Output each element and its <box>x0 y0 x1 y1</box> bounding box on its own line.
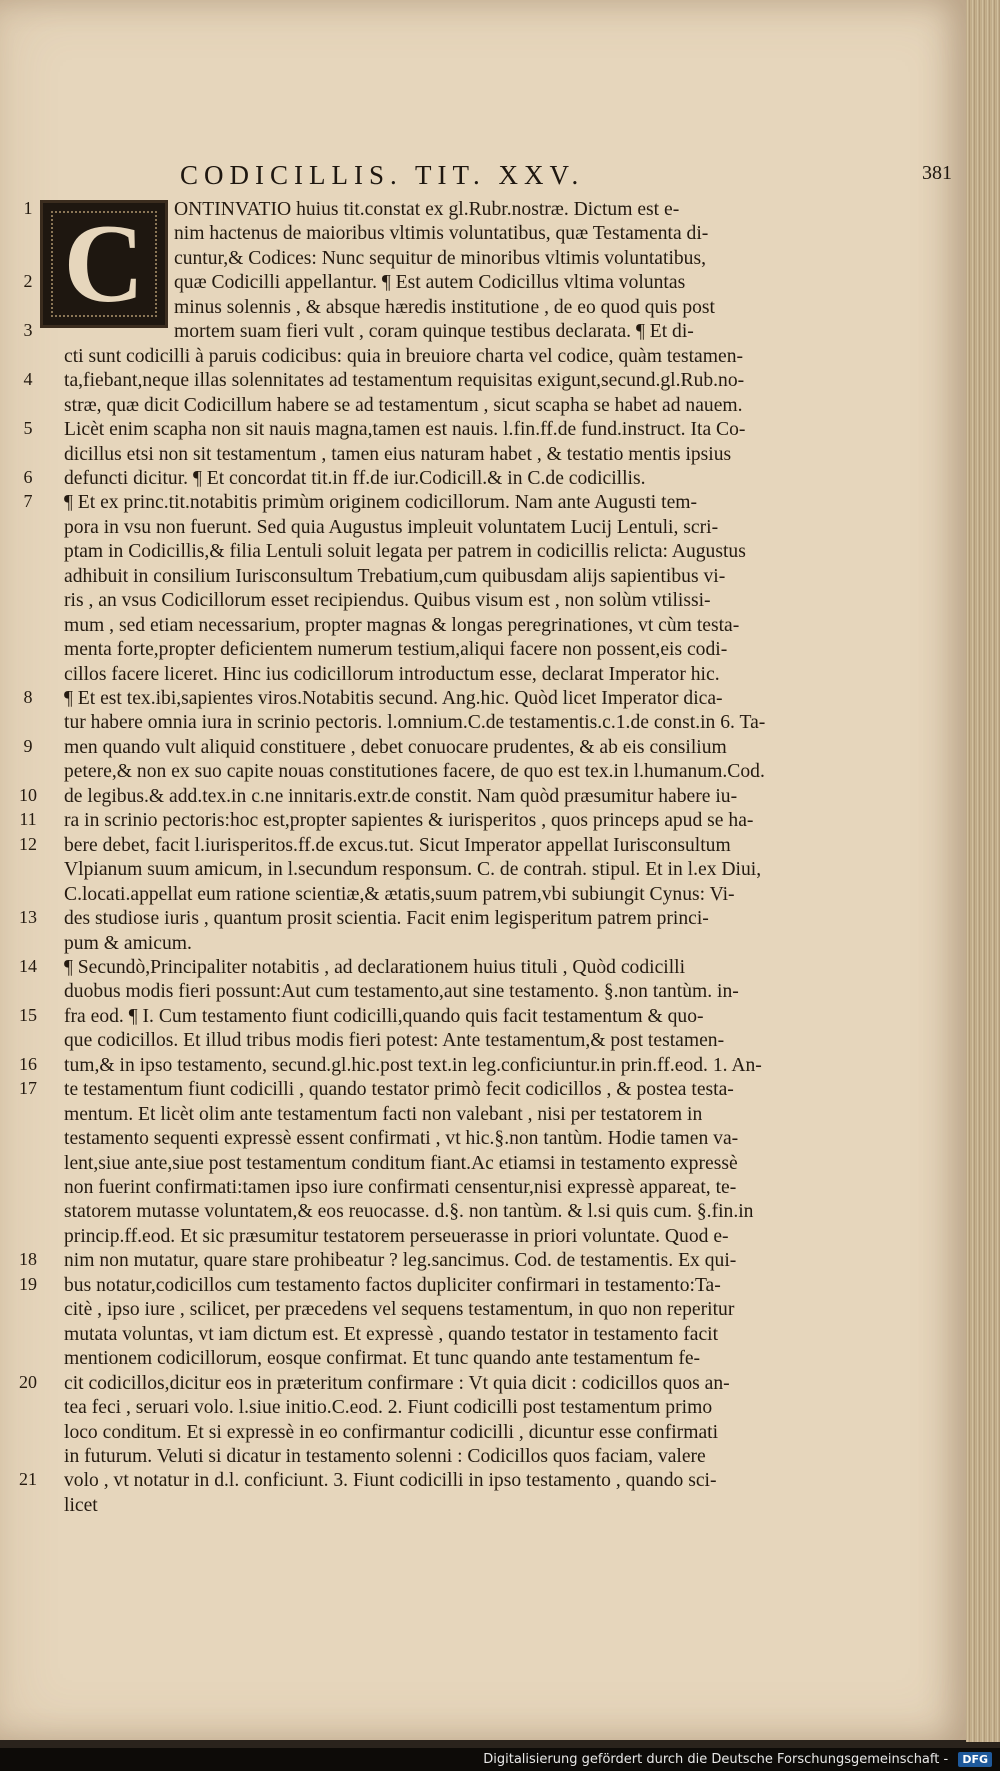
margin-number: 18 <box>19 1249 37 1270</box>
text-line: stræ, quæ dicit Codicillum habere se ad testamentum , sicut scapha se habet ad nauem. <box>64 394 743 416</box>
text-line: non fuerint confirmati:tamen ipso iure confirmati censentur,nisi expressè appareat, te- <box>64 1177 737 1198</box>
margin-number: 21 <box>19 1469 37 1490</box>
text-line: C.locati.appellat eum ratione scientiæ,& ætatis,suum patrem,vbi subiungit Cynus: Vi- <box>64 883 735 905</box>
text-line: volo , vt notatur in d.l. conficiunt. 3. Fiunt codicilli in ipso testamento , quando sci- <box>64 1470 717 1492</box>
footer-credit: Digitalisierung gefördert durch die Deutsche Forschungsgemeinschaft - <box>483 1752 949 1767</box>
text-line: tea feci , seruari volo. l.siue initio.C.eod. 2. Fiunt codicilli post testamentum primo <box>64 1397 713 1419</box>
text-line: mentum. Et licèt olim ante testamentum facti non valebant , nisi per testatorem in <box>64 1103 703 1125</box>
text-line: bere debet, facit l.iurisperitos.ff.de excus.tut. Sicut Imperator appellat Iurisconsultum <box>64 834 731 856</box>
margin-number: 4 <box>23 369 33 390</box>
margin-number: 15 <box>19 1004 37 1025</box>
text-line: nim hactenus de maioribus vltimis voluntatibus, quæ Testamenta di- <box>174 223 709 245</box>
page-number: 381 <box>922 162 952 184</box>
margin-number: 19 <box>19 1273 37 1294</box>
text-line: mum , sed etiam necessarium, propter magnas & longas peregrinationes, vt cùm testa- <box>64 614 740 636</box>
margin-number: 17 <box>19 1078 37 1099</box>
text-line: bus notatur,codicillos cum testamento factos dupliciter confirmari in testamento:Ta- <box>64 1274 721 1296</box>
text-line: ¶ Et est tex.ibi,sapientes viros.Notabitis secund. Ang.hic. Quòd licet Imperator dica- <box>64 688 723 709</box>
text-line: dicillus etsi non sit testamentum , tamen eius naturam habet , & testatio mentis ipsius <box>64 443 732 465</box>
margin-number: 20 <box>19 1371 37 1392</box>
text-line: cti sunt codicilli à paruis codicibus: quia in breuiore charta vel codice, quàm testamen- <box>64 345 744 367</box>
text-line: testamento sequenti expressè essent confirmati , vt hic.§.non tantùm. Hodie tamen va- <box>64 1128 739 1150</box>
text-line: licet <box>64 1494 98 1516</box>
text-line: pum & amicum. <box>64 932 192 954</box>
text-line: cuntur,& Codices: Nunc sequitur de minoribus vltimis voluntatibus, <box>174 247 707 269</box>
margin-number: 3 <box>23 320 33 341</box>
text-line: statorem mutasse voluntatem,& eos reuocasse. d.§. non tantùm. & l.si quis cum. §.fin.in <box>64 1201 754 1223</box>
text-line: Vlpianum suum amicum, in l.secundum responsum. C. de contrah. stipul. Et in l.ex Diui, <box>64 859 762 881</box>
running-title: CODICILLIS. TIT. XXV. <box>180 160 585 190</box>
text-line: ¶ Secundò,Principaliter notabitis , ad declarationem huius tituli , Quòd codicilli <box>64 956 686 978</box>
text-line: cit codicillos,dicitur eos in præteritum confirmare : Vt quia dicit : codicillos quos an- <box>64 1372 730 1394</box>
text-line: Licèt enim scapha non sit nauis magna,tamen est nauis. l.fin.ff.de fund.instruct. Ita Co- <box>64 419 746 441</box>
page-header <box>180 160 960 190</box>
text-line: ta,fiebant,neque illas solennitates ad testamentum requisitas exigunt,secund.gl.Rub.no- <box>64 370 745 392</box>
margin-number: 12 <box>19 833 37 854</box>
margin-number: 7 <box>23 491 33 512</box>
text-line: menta forte,propter deficientem numerum testium,aliqui facere non possent,eis codi- <box>64 639 728 661</box>
dfg-logo: DFG <box>958 1752 992 1767</box>
text-line: tum,& in ipso testamento, secund.gl.hic.post text.in leg.conficiuntur.in prin.ff.eod. 1. An- <box>64 1054 762 1076</box>
text-line: pora in vsu non fuerunt. Sed quia Augustus impleuit voluntatem Lucij Lentuli, scri- <box>64 516 719 538</box>
margin-number: 5 <box>23 418 33 439</box>
text-line: mutata voluntas, vt iam dictum est. Et expressè , quando testator in testamento facit <box>64 1323 719 1345</box>
text-line: petere,& non ex suo capite nouas constitutiones facere, de quo est tex.in l.humanum.Cod. <box>64 761 765 783</box>
digitization-footer <box>0 1748 1000 1771</box>
text-line: te testamentum fiunt codicilli , quando testator primò fecit codicillos , & postea testa- <box>64 1079 734 1101</box>
page-edge <box>966 0 1000 1742</box>
margin-number: 8 <box>23 687 33 707</box>
margin-number: 2 <box>23 271 33 292</box>
margin-number: 1 <box>23 198 33 218</box>
text-line: ris , an vsus Codicillorum esset recipiendus. Quibus visum est , non solùm vtilissi- <box>64 590 711 612</box>
text-line: ra in scrinio pectoris:hoc est,propter sapientes & iurisperitos , quos princeps apud se ha- <box>64 810 754 832</box>
margin-number: 11 <box>19 809 37 830</box>
text-line: ¶ Et ex princ.tit.notabitis primùm originem codicillorum. Nam ante Augusti tem- <box>64 492 698 514</box>
text-line: duobus modis fieri possunt:Aut cum testamento,aut sine testamento. §.non tantùm. in- <box>64 981 739 1003</box>
text-line: in futurum. Veluti si dicatur in testamento solenni : Codicillos quos faciam, valere <box>64 1445 706 1467</box>
text-line: cillos facere liceret. Hinc ius codicillorum introductum esse, declarat Imperator hic. <box>64 663 720 685</box>
text-line: ONTINVATIO huius tit.constat ex gl.Rubr.nostræ. Dictum est e- <box>174 199 680 220</box>
text-line: citè , ipso iure , scilicet, per præcedens vel sequens testamentum, in quo non reperitur <box>64 1299 735 1321</box>
margin-number: 6 <box>23 466 33 487</box>
text-line: defuncti dicitur. ¶ Et concordat tit.in ff.de iur.Codicill.& in C.de codicillis. <box>64 467 646 489</box>
text-line: nim non mutatur, quare stare prohibeatur ? leg.sancimus. Cod. de testamentis. Ex qui- <box>64 1250 737 1272</box>
text-line: lent,siue ante,siue post testamentum conditum fiant.Ac etiamsi in testamento expressè <box>64 1152 738 1174</box>
margin-number: 10 <box>19 784 37 805</box>
text-line: princip.ff.eod. Et sic præsumitur testatorem perseuerasse in priori voluntate. Quod e- <box>64 1225 729 1247</box>
margin-number: 16 <box>19 1053 37 1074</box>
text-line: des studiose iuris , quantum prosit scientia. Facit enim legisperitum patrem princi- <box>64 908 709 930</box>
margin-number: 9 <box>23 735 33 756</box>
text-line: fra eod. ¶ I. Cum testamento fiunt codicilli,quando quis facit testamentum & quo- <box>64 1005 704 1027</box>
text-line: ptam in Codicillis,& filia Lentuli soluit legata per patrem in codicillis relicta: Augustus <box>64 541 746 563</box>
text-line: adhibuit in consilium Iurisconsultum Trebatium,cum quibusdam alijs sapientibus vi- <box>64 565 726 587</box>
initial-letter: C <box>63 201 145 326</box>
text-line: quæ Codicilli appellantur. ¶ Est autem Codicillus vltima voluntas <box>174 272 686 294</box>
margin-number: 14 <box>19 955 37 976</box>
margin-number: 13 <box>19 907 37 928</box>
decorated-initial <box>40 200 168 328</box>
text-line: mortem suam fieri vult , coram quinque testibus declarata. ¶ Et di- <box>174 321 694 343</box>
text-line: men quando vult aliquid constituere , debet conuocare prudentes, & ab eis consilium <box>64 736 727 758</box>
text-line: mentionem codicillorum, eosque confirmat. Et tunc quando ante testamentum fe- <box>64 1348 701 1370</box>
text-line: tur habere omnia iura in scrinio pectoris. l.omnium.C.de testamentis.c.1.de const.in 6. Ta- <box>64 712 766 734</box>
text-line: minus solennis , & absque hæredis institutione , de eo quod quis post <box>174 296 715 318</box>
text-line: loco conditum. Et si expressè in eo confirmantur codicilli , dicuntur esse confirmati <box>64 1421 719 1443</box>
text-line: que codicillos. Et illud tribus modis fieri potest: Ante testamentum,& post testamen- <box>64 1030 725 1052</box>
text-line: de legibus.& add.tex.in c.ne innitaris.extr.de constit. Nam quòd præsumitur habere iu- <box>64 785 738 807</box>
